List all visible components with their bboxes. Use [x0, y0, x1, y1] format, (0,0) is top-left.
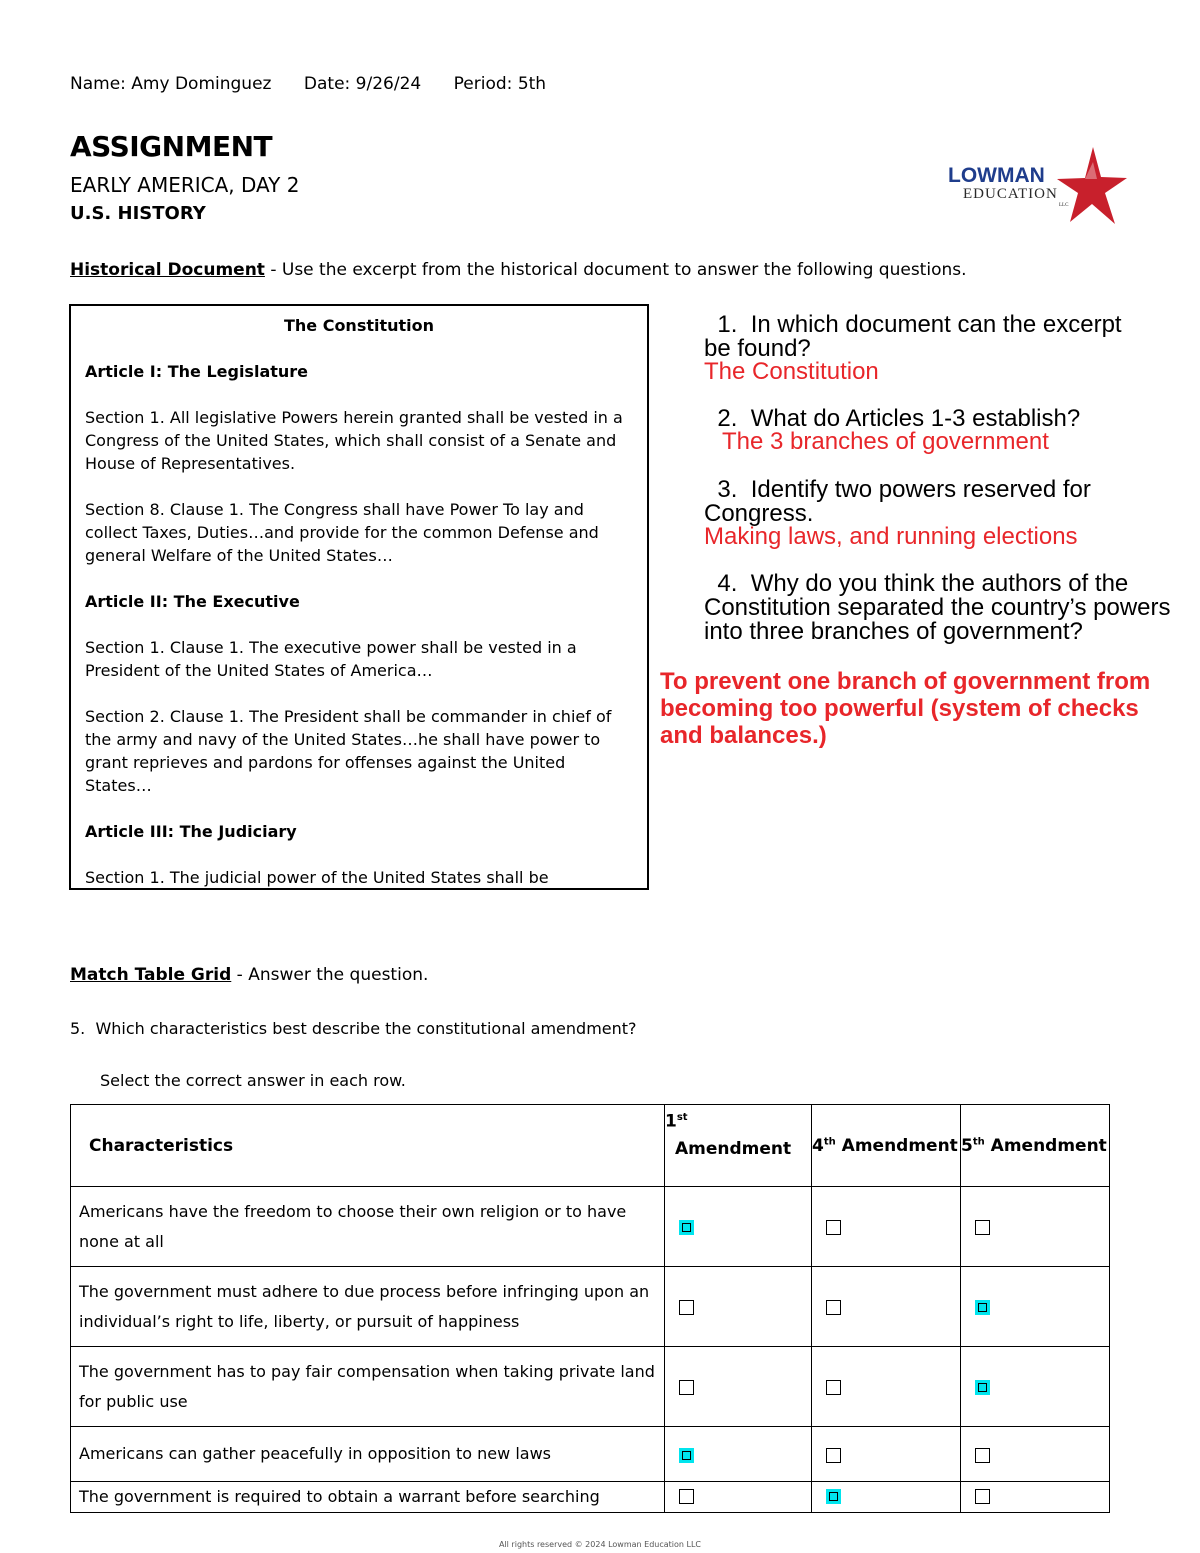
article-2-section-2: Section 2. Clause 1. The President shall be commander in chief of the army and navy of the United States…he shall have power to grant reprieves and pardons for offenses against the United States… [85, 707, 612, 795]
option-cell-1st-amendment [665, 1427, 812, 1482]
option-cell-4th-amendment [812, 1267, 961, 1347]
historical-document-instruction: - Use the excerpt from the historical document to answer the following questions. [264, 260, 967, 280]
student-name: Amy Dominguez [131, 74, 272, 94]
checkbox-5th-amendment[interactable] [975, 1300, 990, 1315]
checkbox-1st-amendment[interactable] [679, 1489, 694, 1504]
option-cell-5th-amendment [961, 1427, 1110, 1482]
question-3: 3. Identify two powers reserved for Congress. [704, 476, 1091, 527]
historical-document-heading [70, 260, 967, 280]
article-3-heading: Article III: The Judiciary [85, 822, 297, 841]
student-info [70, 74, 546, 94]
lowman-education-logo [945, 142, 1130, 228]
checkbox-1st-amendment[interactable] [679, 1220, 694, 1235]
checkbox-1st-amendment[interactable] [679, 1448, 694, 1463]
logo-text-lowman: LOWMAN [948, 164, 1045, 187]
question-1: 1. In which document can the excerpt be found? [704, 311, 1122, 362]
checkbox-5th-amendment[interactable] [975, 1448, 990, 1463]
copyright-footer: All rights reserved © 2024 Lowman Education LLC [498, 1540, 702, 1549]
checkbox-4th-amendment[interactable] [826, 1489, 841, 1504]
table-row [71, 1427, 1110, 1482]
answer-3: Making laws, and running elections [704, 523, 1078, 550]
match-table-instruction: - Answer the question. [231, 965, 429, 985]
column-header-characteristics: Characteristics [71, 1105, 665, 1187]
option-cell-5th-amendment [961, 1347, 1110, 1427]
checkbox-4th-amendment[interactable] [826, 1220, 841, 1235]
checkbox-1st-amendment[interactable] [679, 1380, 694, 1395]
constitution-excerpt-box [69, 304, 649, 890]
table-row [71, 1187, 1110, 1267]
logo-text-llc: LLC [1059, 203, 1069, 208]
article-1-section-1: Section 1. All legislative Powers herein granted shall be vested in a Congress of the United States, which shall consist of a Senate and House of Representatives. [85, 408, 623, 473]
checkbox-5th-amendment[interactable] [975, 1380, 990, 1395]
characteristic-text: The government has to pay fair compensation when taking private land for public use [71, 1347, 665, 1427]
date-label: Date: [303, 74, 351, 94]
question-2: 2. What do Articles 1-3 establish? [717, 405, 1081, 432]
option-cell-4th-amendment [812, 1347, 961, 1427]
answer-1: The Constitution [704, 358, 879, 385]
checkbox-4th-amendment[interactable] [826, 1300, 841, 1315]
option-cell-5th-amendment [961, 1482, 1110, 1513]
article-2-section-1: Section 1. Clause 1. The executive power shall be vested in a President of the United States of America… [85, 638, 577, 680]
name-label: Name: [70, 74, 126, 94]
option-cell-1st-amendment [665, 1347, 812, 1427]
date-value: 9/26/24 [355, 74, 422, 94]
answer-4: To prevent one branch of government from becoming too powerful (system of checks and balances.) [660, 668, 1151, 749]
table-row [71, 1267, 1110, 1347]
checkbox-4th-amendment[interactable] [826, 1380, 841, 1395]
checkbox-4th-amendment[interactable] [826, 1448, 841, 1463]
answer-2: The 3 branches of government [722, 428, 1049, 455]
article-2-heading: Article II: The Executive [85, 592, 300, 611]
period-value: 5th [517, 74, 547, 94]
option-cell-5th-amendment [961, 1187, 1110, 1267]
article-1-section-8: Section 8. Clause 1. The Congress shall have Power To lay and collect Taxes, Duties…and provide for the common Defense and general Welfare of the United States… [85, 500, 599, 565]
course-name: U.S. HISTORY [70, 203, 206, 224]
match-table-heading [70, 965, 428, 985]
amendment-match-table [70, 1104, 1110, 1513]
checkbox-5th-amendment[interactable] [975, 1489, 990, 1504]
column-header-5th-amendment: 5th Amendment [961, 1105, 1110, 1187]
option-cell-4th-amendment [812, 1187, 961, 1267]
option-cell-4th-amendment [812, 1427, 961, 1482]
table-row [71, 1482, 1110, 1513]
logo-text-education: EDUCATION [963, 186, 1058, 202]
excerpt-title: The Constitution [283, 316, 435, 335]
characteristic-text: The government must adhere to due process before infringing upon an individual’s right to life, liberty, or pursuit of happiness [71, 1267, 665, 1347]
question-5: 5. Which characteristics best describe the constitutional amendment? [70, 1019, 637, 1038]
match-table-label: Match Table Grid [70, 965, 232, 985]
historical-document-label: Historical Document [70, 260, 265, 280]
column-header-4th-amendment: 4th Amendment [812, 1105, 961, 1187]
article-1-heading: Article I: The Legislature [85, 362, 309, 381]
checkbox-1st-amendment[interactable] [679, 1300, 694, 1315]
article-3-section-1: Section 1. The judicial power of the United States shall be [85, 868, 549, 887]
table-header-row [71, 1105, 1110, 1187]
question-4: 4. Why do you think the authors of the Constitution separated the country’s powers into three branches of government? [704, 570, 1171, 645]
option-cell-5th-amendment [961, 1267, 1110, 1347]
characteristic-text: Americans can gather peacefully in opposition to new laws [71, 1427, 665, 1482]
page-title: ASSIGNMENT [70, 130, 273, 163]
star-icon [1057, 147, 1127, 224]
option-cell-1st-amendment [665, 1267, 812, 1347]
option-cell-4th-amendment [812, 1482, 961, 1513]
select-instruction: Select the correct answer in each row. [100, 1071, 406, 1090]
period-label: Period: [453, 74, 513, 94]
page-subtitle: EARLY AMERICA, DAY 2 [70, 173, 300, 197]
option-cell-1st-amendment [665, 1187, 812, 1267]
characteristic-text: Americans have the freedom to choose their own religion or to have none at all [71, 1187, 665, 1267]
option-cell-1st-amendment [665, 1482, 812, 1513]
table-row [71, 1347, 1110, 1427]
characteristic-text: The government is required to obtain a warrant before searching [71, 1482, 665, 1513]
checkbox-5th-amendment[interactable] [975, 1220, 990, 1235]
column-header-1st-amendment: 1st Amendment [665, 1105, 812, 1187]
